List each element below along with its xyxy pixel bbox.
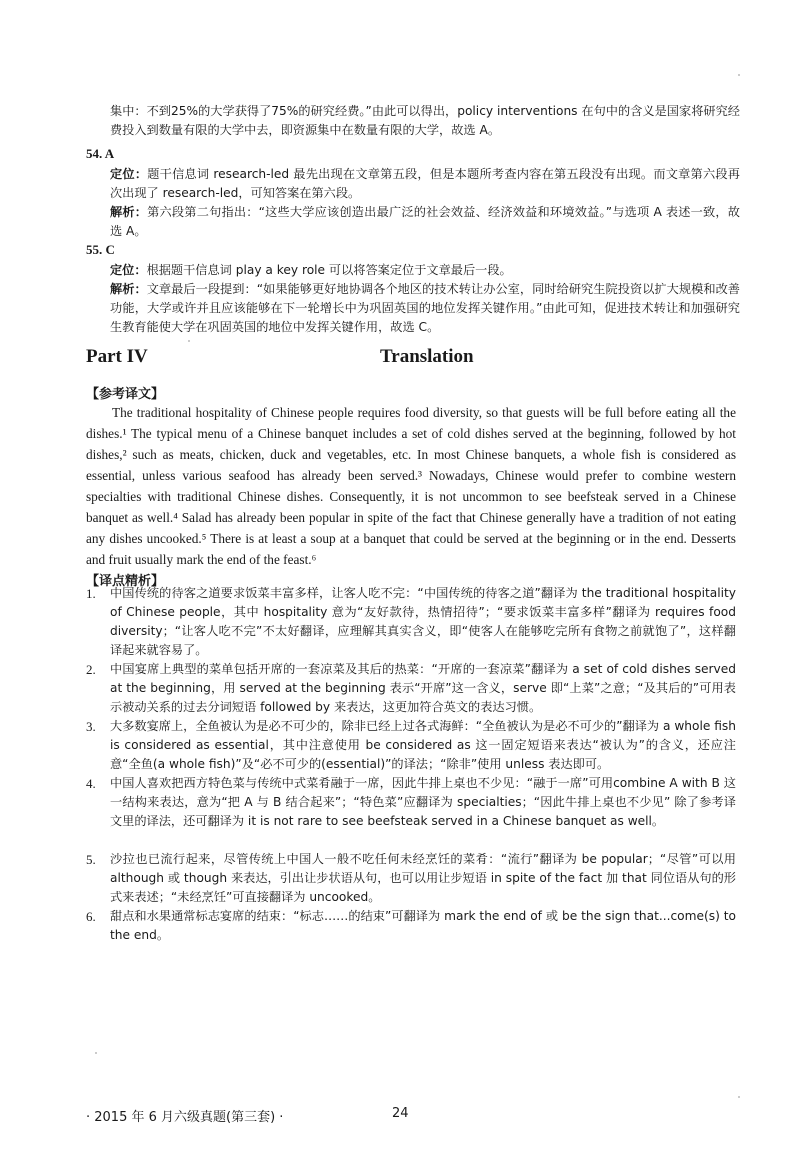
answer-54-number: 54. A: [86, 146, 115, 161]
answer-55-number: 55. C: [86, 242, 115, 257]
locate-label: 定位：: [110, 263, 147, 277]
reference-translation-heading: 【参考译文】: [86, 387, 165, 402]
answer-55-locate: [110, 261, 740, 280]
locate-label: 定位：: [110, 167, 148, 181]
scan-speck: [738, 1096, 740, 1098]
point-number: 3.: [86, 719, 96, 734]
section-title: Translation: [380, 346, 474, 367]
point-text: 甜点和水果通常标志宴席的结束：“标志……的结束”可翻译为 mark the end of 或 be the sign that...come(s) to the end。: [110, 909, 736, 942]
translation-points-heading: 【译点精析】: [86, 574, 165, 589]
scan-speck: [95, 1052, 97, 1054]
answer-53-continuation: 集中：不到25%的大学获得了75%的研究经费。”由此可以得出，policy interventions 在句中的含义是国家将研究经费投入到数量有限的大学中去，即资源集中在数量有限的大学，故选 A。: [110, 104, 740, 137]
scan-speck: [188, 340, 190, 342]
analysis-text: 文章最后一段提到：“如果能够更好地协调各个地区的技术转让办公室，同时给研究生院投资以扩大规模和改善功能，大学或许并且应该能够在下一轮增长中为巩固英国的地位发挥关键作用。”由此可知，促进技术转让和加强研究生教育能使大学在巩固英国的地位中发挥关键作用，故选 C。: [110, 282, 740, 334]
scan-speck: [738, 74, 740, 76]
point-number: 2.: [86, 662, 96, 677]
point-text: 中国传统的待客之道要求饭菜丰富多样，让客人吃不完：“中国传统的待客之道”翻译为 the traditional hospitality of Chinese people，其中 hospitality 意为“友好款待，热情招待”；“要求饭菜丰富多样”翻译为 requires food diversity；“让客人吃不完”不太好翻译，应理解其真实含义，即“使客人在能够吃完所有食物之前就饱了”，这样翻译起来就容易了。: [110, 586, 736, 657]
point-number: 6.: [86, 909, 96, 924]
point-text: 大多数宴席上，全鱼被认为是必不可少的，除非已经上过各式海鲜：“全鱼被认为是必不可少的”翻译为 a whole fish is considered as essential，其中注意使用 be considered as 这一固定短语来表达“被认为”的含义，还应注意“全鱼(a whole fish)”及“必不可少的(essential)”的译法；“除非”使用 unless 表达即可。: [110, 719, 736, 771]
reference-translation-text: The traditional hospitality of Chinese people requires food diversity, so that guests will be full before eating all the dishes.¹ The typical menu of a Chinese banquet includes a set of cold dishes served at the beginning, followed by hot dishes,² such as meats, chicken, duck and vegetables, etc. In most Chinese banquets, a whole fish is considered as essential, unless various seafood has already been served.³ Nowadays, Chinese would prefer to combine western specialties with traditional Chinese dishes. Consequently, it is not uncommon to see beefsteak served in a Chinese banquet as well.⁴ Salad has already been popular in spite of the fact that Chinese generally have a tradition of not eating any dishes uncooked.⁵ There is at least a soup at a banquet that could be served at the beginning or in the end. Desserts and fruit usually mark the end of the feast.⁶: [86, 405, 736, 567]
point-number: 1.: [86, 586, 96, 601]
footer-page-number: 24: [392, 1106, 409, 1121]
footer-exam-label: · 2015 年 6 月六级真题(第三套) ·: [86, 1110, 284, 1125]
point-text: 中国人喜欢把西方特色菜与传统中式菜肴融于一席，因此牛排上桌也不少见：“融于一席”可用combine A with B 这一结构来表达，意为“把 A 与 B 结合起来”；“特色菜”应翻译为 specialties；“因此牛排上桌也不少见” 除了参考译文里的译法，还可翻译为 it is not rare to see beefsteak served in a Chinese banquet as well。: [110, 776, 736, 828]
analysis-text: 第六段第二句指出：“这些大学应该创造出最广泛的社会效益、经济效益和环境效益。”与选项 A 表述一致，故选 A。: [110, 205, 740, 238]
answer-54-locate: [110, 165, 740, 203]
answer-55-analysis: [110, 280, 740, 337]
analysis-label: 解析：: [110, 282, 147, 296]
point-text: 中国宴席上典型的菜单包括开席的一套凉菜及其后的热菜：“开席的一套凉菜”翻译为 a set of cold dishes served at the beginning，用 served at the beginning 表示“开席”这一含义，serve 即“上菜”之意；“及其后的”可用表示被动关系的过去分词短语 followed by 来表达，这更加符合英文的表达习惯。: [110, 662, 736, 714]
answer-54-analysis: [110, 203, 740, 241]
locate-text: 根据题干信息词 play a key role 可以将答案定位于文章最后一段。: [146, 263, 512, 277]
locate-text: 题干信息词 research-led 最先出现在文章第五段，但是本题所考查内容在第五段没有出现。而文章第六段再次出现了 research-led，可知答案在第六段。: [110, 167, 740, 200]
analysis-label: 解析：: [110, 205, 148, 219]
part-title: Part IV: [86, 346, 148, 367]
point-number: 5.: [86, 852, 96, 867]
point-number: 4.: [86, 776, 96, 791]
point-text: 沙拉也已流行起来，尽管传统上中国人一般不吃任何未经烹饪的菜肴：“流行”翻译为 be popular；“尽管”可以用 although 或 though 来表达，引出让步状语从句，也可以用让步短语 in spite of the fact 加 that 同位语从句的形式来表述；“未经烹饪”可直接翻译为 uncooked。: [110, 852, 736, 904]
